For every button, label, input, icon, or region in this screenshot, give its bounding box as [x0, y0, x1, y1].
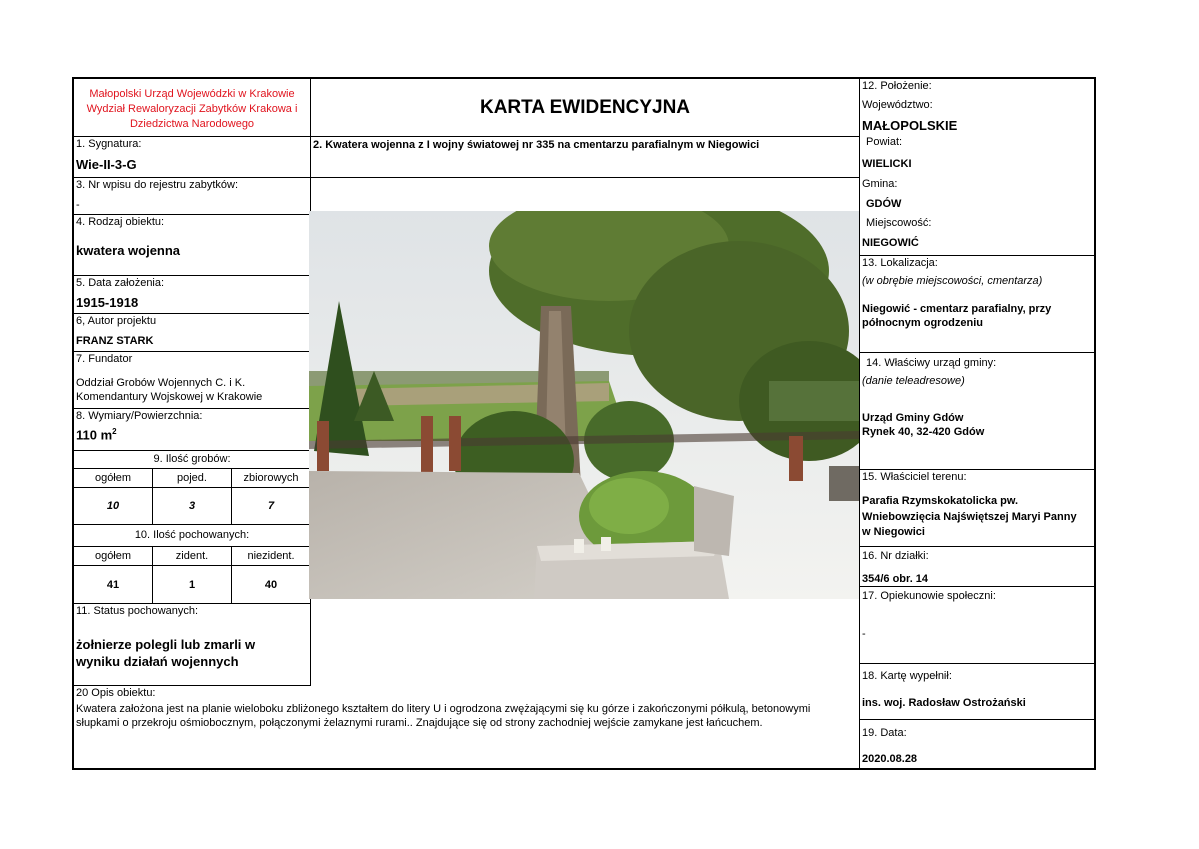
graves-header-total: ogółem [74, 469, 153, 488]
filled-by-cell [860, 664, 1094, 720]
land-owner-line: Parafia Rzymskokatolicka pw. [862, 495, 1019, 507]
date-cell [860, 720, 1094, 770]
voivodeship-value: MAŁOPOLSKIE [862, 118, 958, 133]
founder-line: Komendantury Wojskowej w Krakowie [76, 391, 263, 403]
caretakers-value: - [862, 628, 866, 640]
graves-value-single: 3 [153, 488, 232, 525]
date-label: 19. Data: [862, 727, 907, 739]
signature-cell [74, 137, 311, 178]
caretakers-label: 17. Opiekunowie społeczni: [862, 590, 996, 602]
burials-header-unidentified: niezident. [232, 547, 311, 566]
dimensions-value [74, 427, 310, 442]
author-value: FRANZ STARK [76, 335, 154, 347]
plot-number-label: 16. Nr działki: [862, 550, 929, 562]
object-type-label: 4. Rodzaj obiektu: [76, 216, 165, 228]
plot-number-cell [860, 547, 1094, 587]
register-cell [74, 178, 311, 215]
dimensions-label: 8. Wymiary/Powierzchnia: [76, 410, 203, 422]
institution-line: Wydział Rewaloryzacji Zabytków Krakowa i [86, 103, 298, 115]
dimensions-number: 110 m [76, 427, 113, 443]
founding-date-label: 5. Data założenia: [76, 277, 165, 289]
municipal-office-hint: (danie teleadresowe) [862, 375, 965, 387]
county-label: Powiat: [866, 136, 903, 148]
founding-date-value: 1915-1918 [76, 295, 139, 310]
filled-by-value: ins. woj. Radosław Ostrożański [862, 697, 1026, 709]
card-title-cell [311, 79, 860, 137]
location-label: 12. Położenie: [862, 80, 932, 92]
cemetery-photo [309, 211, 859, 599]
burials-header-total: ogółem [74, 547, 153, 566]
signature-label: 1. Sygnatura: [76, 138, 142, 150]
county-value: WIELICKI [862, 158, 912, 170]
burial-status-label: 11. Status pochowanych: [76, 605, 199, 617]
dimensions-cell [74, 409, 311, 451]
burials-label: 10. Ilość pochowanych: [74, 525, 311, 547]
card-title: KARTA EWIDENCYJNA [479, 97, 691, 118]
graves-header-single: pojed. [153, 469, 232, 488]
signature-value: Wie-II-3-G [76, 157, 137, 172]
graves-value-total: 10 [74, 488, 153, 525]
object-name-cell [311, 137, 860, 178]
description-line: Kwatera założona jest na planie wieloboku zbliżonego kształtem do litery U i ogrodzona zwężającymi się ku górze i zakończonymi półkulą, betonowymi [76, 703, 811, 715]
localization-label: 13. Lokalizacja: [862, 257, 938, 269]
burials-value-unidentified: 40 [232, 566, 311, 604]
land-owner-line: w Niegowici [862, 526, 925, 538]
municipal-office-line: Urząd Gminy Gdów [862, 412, 964, 424]
author-label: 6, Autor projektu [76, 315, 157, 327]
graves-label: 9. Ilość grobów: [74, 451, 311, 469]
burials-value-total: 41 [74, 566, 153, 604]
localization-line: północnym ogrodzeniu [862, 317, 983, 329]
date-value: 2020.08.28 [862, 753, 918, 765]
description-label: 20 Opis obiektu: [76, 687, 156, 699]
municipality-value: GDÓW [866, 198, 902, 210]
filled-by-label: 18. Kartę wypełnił: [862, 670, 952, 682]
burials-value-identified: 1 [153, 566, 232, 604]
localization-line: Niegowić - cmentarz parafialny, przy [862, 303, 1052, 315]
cemetery-photo-image [309, 211, 859, 599]
graves-header-collective: zbiorowych [232, 469, 311, 488]
founder-line: Oddział Grobów Wojennych C. i K. [76, 377, 246, 389]
object-type-cell [74, 215, 311, 276]
locality-value: NIEGOWIĆ [862, 237, 919, 249]
municipal-office-label: 14. Właściwy urząd gminy: [866, 357, 997, 369]
institution-line: Małopolski Urząd Wojewódzki w Krakowie [89, 88, 295, 100]
founding-date-cell [74, 276, 311, 314]
localization-cell [860, 256, 1094, 353]
plot-number-value: 354/6 obr. 14 [862, 573, 929, 585]
land-owner-cell [860, 470, 1094, 547]
burial-status-line: żołnierze polegli lub zmarli w [76, 637, 256, 652]
municipal-office-cell [860, 353, 1094, 470]
burial-status-line: wyniku działań wojennych [76, 654, 239, 669]
object-type-value: kwatera wojenna [76, 243, 181, 258]
founder-label: 7. Fundator [76, 353, 133, 365]
object-name: 2. Kwatera wojenna z I wojny światowej nr 335 na cmentarzu parafialnym w Niegowici [313, 139, 760, 151]
author-cell [74, 314, 311, 352]
municipality-label: Gmina: [862, 178, 898, 190]
localization-hint: (w obrębie miejscowości, cmentarza) [862, 275, 1043, 287]
dimensions-unit-sup: 2 [112, 427, 117, 436]
institution-line: Dziedzictwa Narodowego [129, 118, 255, 130]
municipal-office-line: Rynek 40, 32-420 Gdów [862, 426, 985, 438]
institution-header [74, 79, 311, 137]
register-value: - [76, 199, 80, 211]
burials-header-identified: zident. [153, 547, 232, 566]
land-owner-label: 15. Właściciel terenu: [862, 471, 967, 483]
graves-value-collective: 7 [232, 488, 311, 525]
description-cell [74, 686, 860, 770]
locality-label: Miejscowość: [866, 217, 932, 229]
land-owner-line: Wniebowzięcia Najświętszej Maryi Panny [862, 511, 1077, 523]
founder-cell [74, 352, 311, 409]
caretakers-cell [860, 587, 1094, 664]
register-label: 3. Nr wpisu do rejestru zabytków: [76, 179, 239, 191]
location-cell [860, 79, 1094, 256]
burial-status-cell [74, 604, 311, 686]
voivodeship-label: Województwo: [862, 99, 933, 111]
description-line: słupkami o przekroju ośmiobocznym, połączonymi żelaznymi rurami.. Znajdujące się od strony zachodniej wejście zamykane jest łańcuchem. [76, 717, 763, 729]
